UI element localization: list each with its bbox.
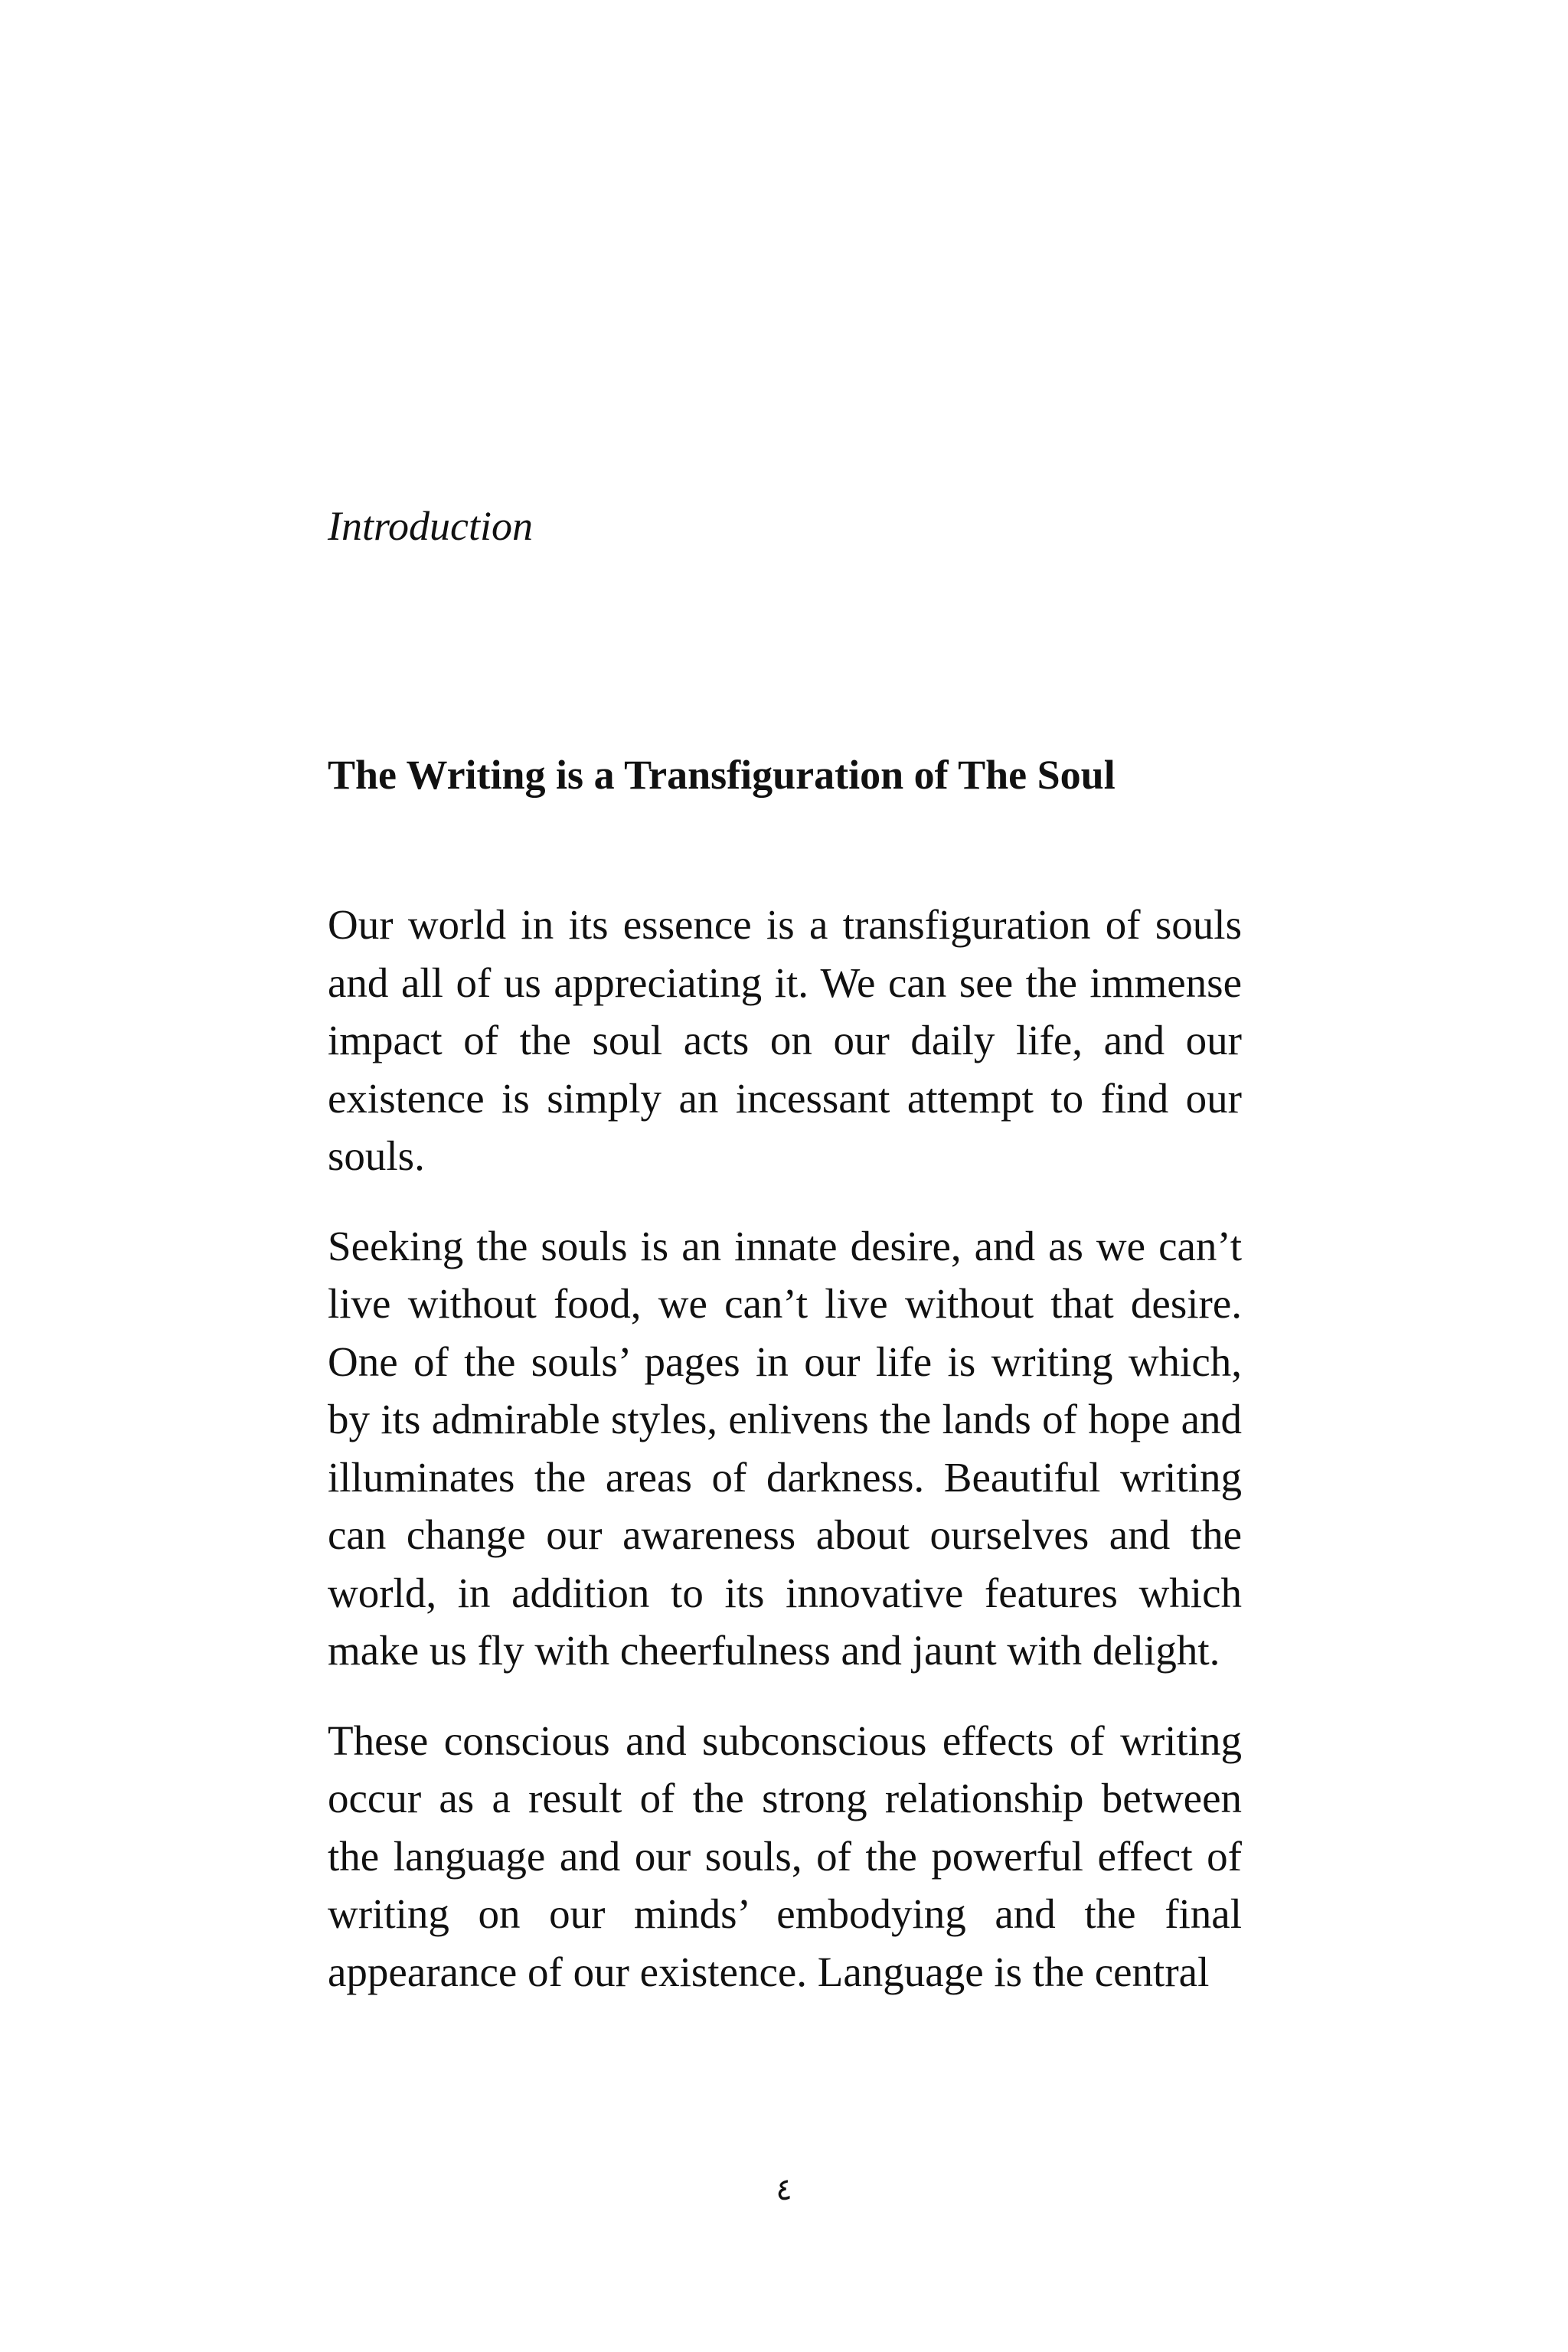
paragraph-3: These conscious and subconscious effects of writing occur as a result of the strong relationship between the language and our souls, of the powerful effect of writing on our minds’ embodying and the final appearance of our existence. Language is the central xyxy=(328,1717,1242,1995)
paragraph-1: Our world in its essence is a transfiguration of souls and all of us appreciating it. We can see the immense impact of the soul acts on our daily life, and our existence is simply an incessant attempt to find our souls. xyxy=(328,901,1242,1179)
chapter-title: The Writing is a Transfiguration of The Soul xyxy=(328,752,1116,798)
paragraph-2: Seeking the souls is an innate desire, and as we can’t live without food, we can’t live without that desire. One of the souls’ pages in our life is writing which, by its admirable styles, enlivens the lands of hope and illuminates the areas of darkness. Beautiful writing can change our awareness about ourselves and the world, in addition to its innovative features which make us fly with cheerfulness and jaunt with delight. xyxy=(328,1222,1242,1674)
body-text xyxy=(328,896,1242,2033)
page-number: ٤ xyxy=(776,2172,792,2207)
section-label: Introduction xyxy=(328,503,533,549)
